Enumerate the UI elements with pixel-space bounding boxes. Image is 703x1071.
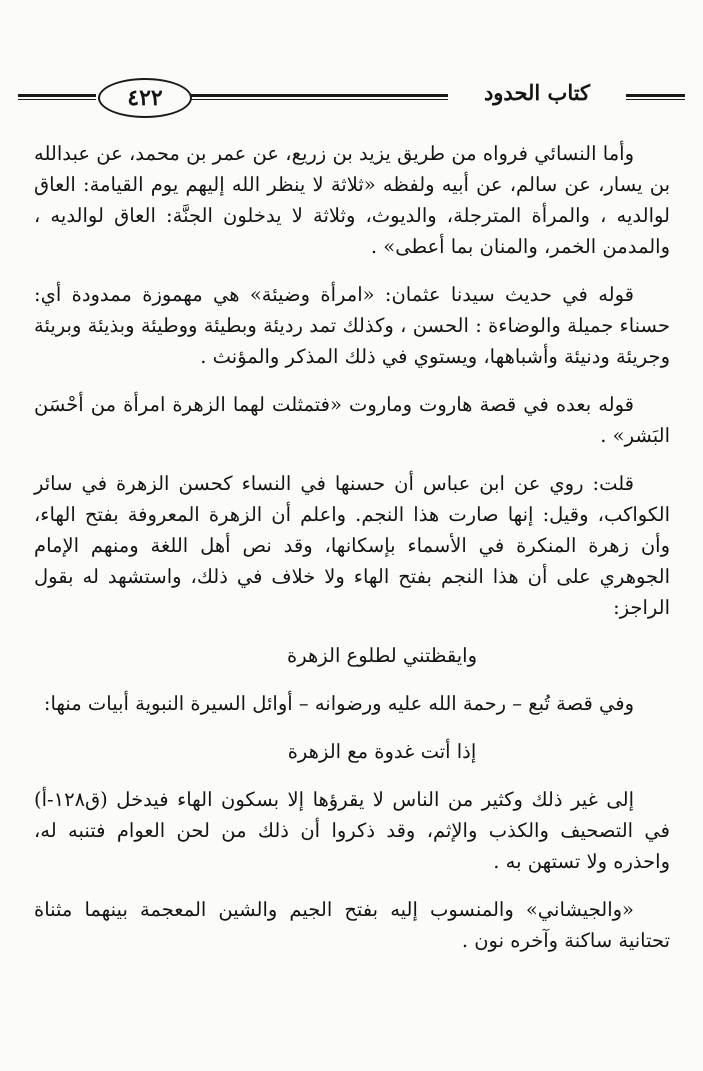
header-rule-right	[626, 94, 685, 100]
paragraph-uthman: قوله في حديث سيدنا عثمان: «امرأة وضيئة» هي مهموزة ممدودة أي: حسناء جميلة والوضاءة : الحسن ، وكذلك تمد رديئة وبطيئة ووطيئة وبذيئة وبريئة وجريئة ودنيئة وأشباهها، ويستوي في ذلك المذكر والمؤنث .	[34, 283, 670, 368]
verse-line-2: إذا أتت غدوة مع الزهرة	[287, 740, 477, 763]
paragraph-harut-marut: قوله بعده في قصة هاروت وماروت «فتمثلت لهما الزهرة امرأة من أحْسَن البَشر» .	[34, 393, 670, 447]
verse-line-1: وايقظتني لطلوع الزهرة	[286, 644, 478, 667]
page-header	[18, 78, 685, 118]
paragraph-zuhara: قلت: روي عن ابن عباس أن حسنها في النساء كحسن الزهرة في سائر الكواكب، وقيل: إنها صارت هذا النجم. واعلم أن الزهرة المعروفة بفتح الهاء، وأن زهرة المنكرة في الأسماء بإسكانها، وقد نص أهل اللغة ومنهم الإمام الجوهري على أن هذا النجم بفتح الهاء ولا خلاف في ذلك، واستشهد له بقول الراجز:	[34, 472, 670, 619]
header-rule-middle	[190, 94, 448, 100]
header-rule-left	[18, 94, 96, 100]
paragraph-jayshani: «والجيشاني» والمنسوب إليه بفتح الجيم والشين المعجمة بينهما مثناة تحتانية ساكنة وآخره نون .	[34, 898, 670, 952]
paragraph-tashif: إلى غير ذلك وكثير من الناس لا يقرؤها إلا بسكون الهاء فيدخل (ق١٢٨-أ) في التصحيف والكذب والإثم، وقد ذكروا أن ذلك من لحن العوام فتنبه له، واحذره ولا تستهن به .	[34, 788, 670, 873]
paragraph-tubba: وفي قصة تُبع – رحمة الله عليه ورضوانه – أوائل السيرة النبوية أبيات منها:	[43, 692, 634, 715]
page-body	[34, 138, 670, 973]
page-number: ٤٢٢	[98, 78, 192, 118]
paragraph-nasai: وأما النسائي فرواه من طريق يزيد بن زريع، عن عمر بن محمد، عن عبدالله بن يسار، عن سالم، عن أبيه ولفظه «ثلاثة لا ينظر الله إليهم يوم القيامة: العاق لوالديه ، والمرأة المترجلة، والديوث، وثلاثة لا يدخلون الجنَّة: العاق لوالديه ، والمدمن الخمر، والمنان بما أعطى» .	[34, 142, 670, 258]
running-title: كتاب الحدود	[483, 80, 591, 105]
